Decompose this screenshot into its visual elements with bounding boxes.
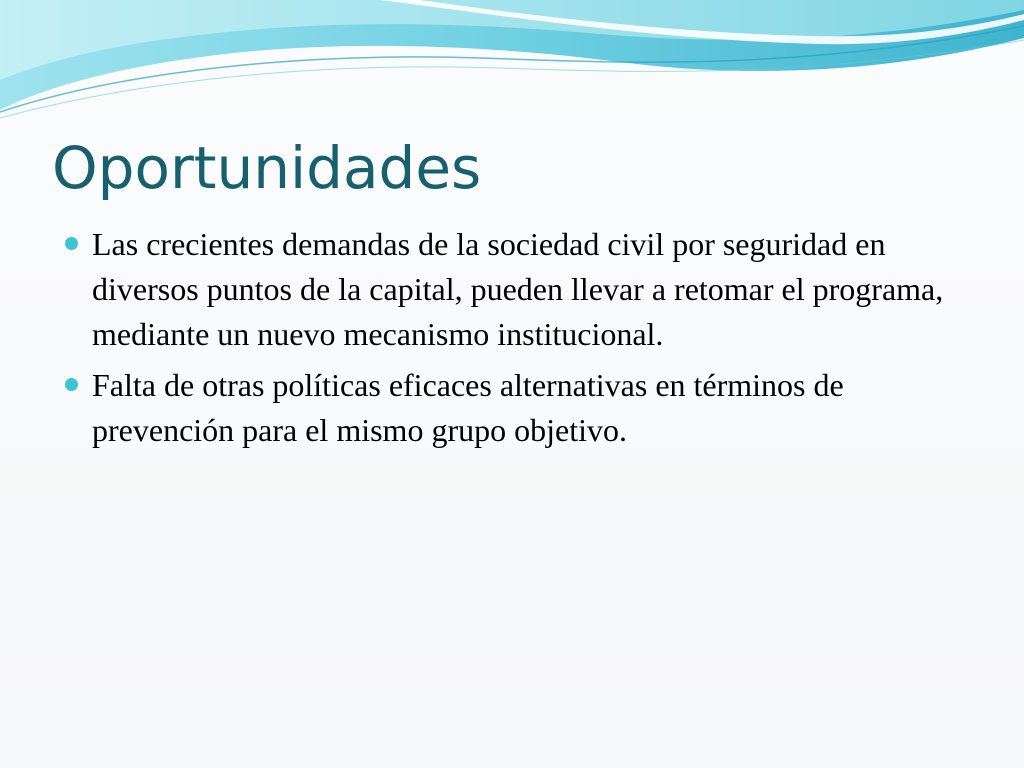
slide-title: Oportunidades [52,134,482,202]
bullet-list [60,222,960,459]
bullet-text: Las crecientes demandas de la sociedad civil por seguridad en diversos puntos de la capital, pueden llevar a retomar el programa, mediante un nuevo mecanismo institucional. [92,226,944,352]
wave-header-decoration [0,0,1024,130]
bullet-dot-icon [65,378,78,391]
bullet-text: Falta de otras políticas eficaces alternativas en términos de prevención para el mismo grupo objetivo. [92,367,844,448]
bullet-dot-icon [65,237,78,250]
bullet-item [60,222,960,357]
bullet-item [60,363,960,453]
